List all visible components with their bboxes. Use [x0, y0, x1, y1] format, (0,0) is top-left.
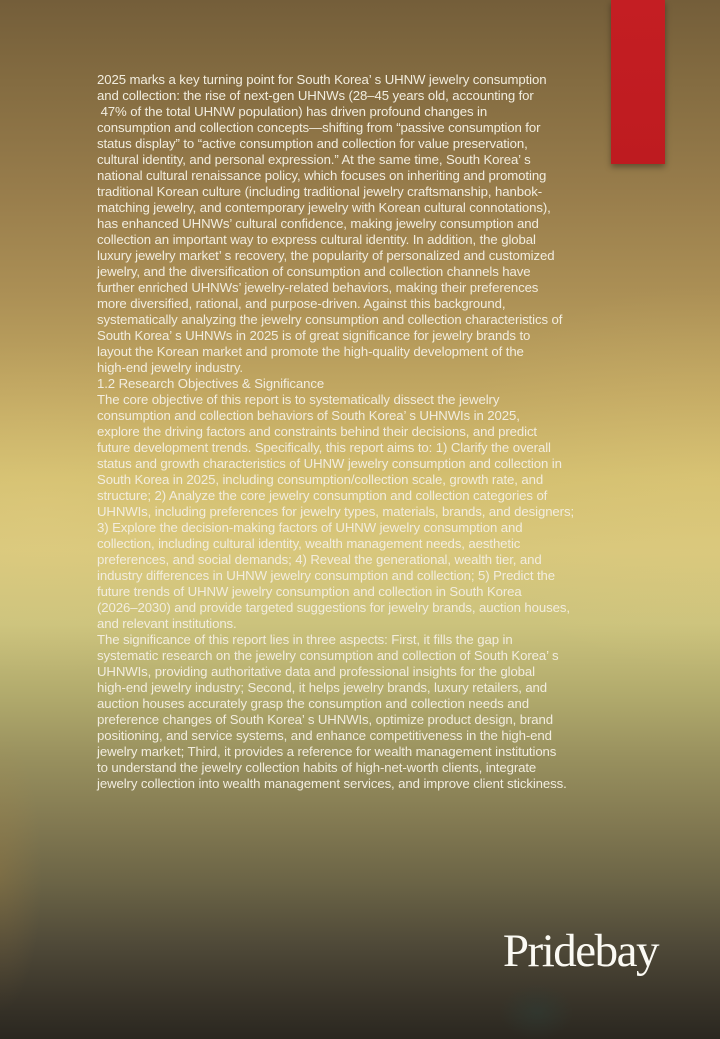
text-line: traditional Korean culture (including traditional jewelry craftsmanship, hanbok- — [97, 184, 543, 199]
text-line: jewelry, and the diversification of consumption and collection channels have — [97, 264, 531, 279]
text-line: national cultural renaissance policy, which focuses on inheriting and promoting — [97, 168, 547, 183]
text-line: cultural identity, and personal expression.” At the same time, South Korea’ s — [97, 152, 531, 167]
text-line: jewelry collection into wealth management services, and improve client stickiness. — [97, 776, 567, 791]
text-line: future development trends. Specifically, this report aims to: 1) Clarify the overall — [97, 440, 551, 455]
text-line: auction houses accurately grasp the consumption and collection needs and — [97, 696, 529, 711]
text-line: 2025 marks a key turning point for South Korea’ s UHNW jewelry consumption — [97, 72, 547, 87]
text-line: The significance of this report lies in three aspects: First, it fills the gap in — [97, 632, 513, 647]
text-line: collection an important way to express cultural identity. In addition, the global — [97, 232, 536, 247]
paragraph-report-significance — [97, 632, 632, 792]
text-line: 3) Explore the decision-making factors of UHNW jewelry consumption and — [97, 520, 523, 535]
section-heading: 1.2 Research Objectives & Significance — [97, 376, 325, 391]
text-line: and collection: the rise of next-gen UHNWs (28–45 years old, accounting for — [97, 88, 534, 103]
text-line: UHNWIs, including preferences for jewelry types, materials, brands, and designers; — [97, 504, 575, 519]
text-line: future trends of UHNW jewelry consumption and collection in South Korea — [97, 584, 522, 599]
text-line: (2026–2030) and provide targeted suggestions for jewelry brands, auction houses, — [97, 600, 570, 615]
text-line: high-end jewelry industry. — [97, 360, 243, 375]
text-line: collection, including cultural identity, wealth management needs, aesthetic — [97, 536, 521, 551]
text-line: status and growth characteristics of UHNW jewelry consumption and collection in — [97, 456, 562, 471]
text-line: luxury jewelry market’ s recovery, the popularity of personalized and customized — [97, 248, 555, 263]
text-line: The core objective of this report is to systematically dissect the jewelry — [97, 392, 500, 407]
report-body-text — [97, 72, 632, 792]
text-line: positioning, and service systems, and enhance competitiveness in the high-end — [97, 728, 552, 743]
text-line: matching jewelry, and contemporary jewelry with Korean cultural connotations), — [97, 200, 551, 215]
text-line: to understand the jewelry collection habits of high-net-worth clients, integrate — [97, 760, 537, 775]
pridebay-logo: Pridebay — [502, 925, 658, 977]
text-line: has enhanced UHNWs’ cultural confidence, making jewelry consumption and — [97, 216, 539, 231]
text-line: UHNWIs, providing authoritative data and professional insights for the global — [97, 664, 535, 679]
text-line: 47% of the total UHNW population) has driven profound changes in — [97, 104, 488, 119]
text-line: consumption and collection behaviors of South Korea’ s UHNWIs in 2025, — [97, 408, 520, 423]
text-line: layout the Korean market and promote the high-quality development of the — [97, 344, 524, 359]
paragraph-market-background — [97, 72, 632, 376]
text-line: consumption and collection concepts—shifting from “passive consumption for — [97, 120, 541, 135]
text-line: jewelry market; Third, it provides a reference for wealth management institutions — [97, 744, 557, 759]
text-line: industry differences in UHNW jewelry consumption and collection; 5) Predict the — [97, 568, 556, 583]
text-line: high-end jewelry industry; Second, it helps jewelry brands, luxury retailers, and — [97, 680, 548, 695]
text-line: systematically analyzing the jewelry consumption and collection characteristics of — [97, 312, 563, 327]
text-line: preferences, and social demands; 4) Reveal the generational, wealth tier, and — [97, 552, 542, 567]
text-line: South Korea in 2025, including consumption/collection scale, growth rate, and — [97, 472, 544, 487]
text-line: preference changes of South Korea’ s UHNWIs, optimize product design, brand — [97, 712, 554, 727]
text-line: systematic research on the jewelry consumption and collection of South Korea’ s — [97, 648, 559, 663]
text-line: more diversified, rational, and purpose-driven. Against this background, — [97, 296, 506, 311]
text-line: and relevant institutions. — [97, 616, 237, 631]
text-line: South Korea’ s UHNWs in 2025 is of great significance for jewelry brands to — [97, 328, 531, 343]
text-line: status display” to “active consumption and collection for value preservation, — [97, 136, 528, 151]
text-line: structure; 2) Analyze the core jewelry consumption and collection categories of — [97, 488, 548, 503]
paragraph-research-objectives — [97, 392, 632, 632]
text-line: explore the driving factors and constraints behind their decisions, and predict — [97, 424, 537, 439]
text-line: further enriched UHNWs’ jewelry-related behaviors, making their preferences — [97, 280, 539, 295]
